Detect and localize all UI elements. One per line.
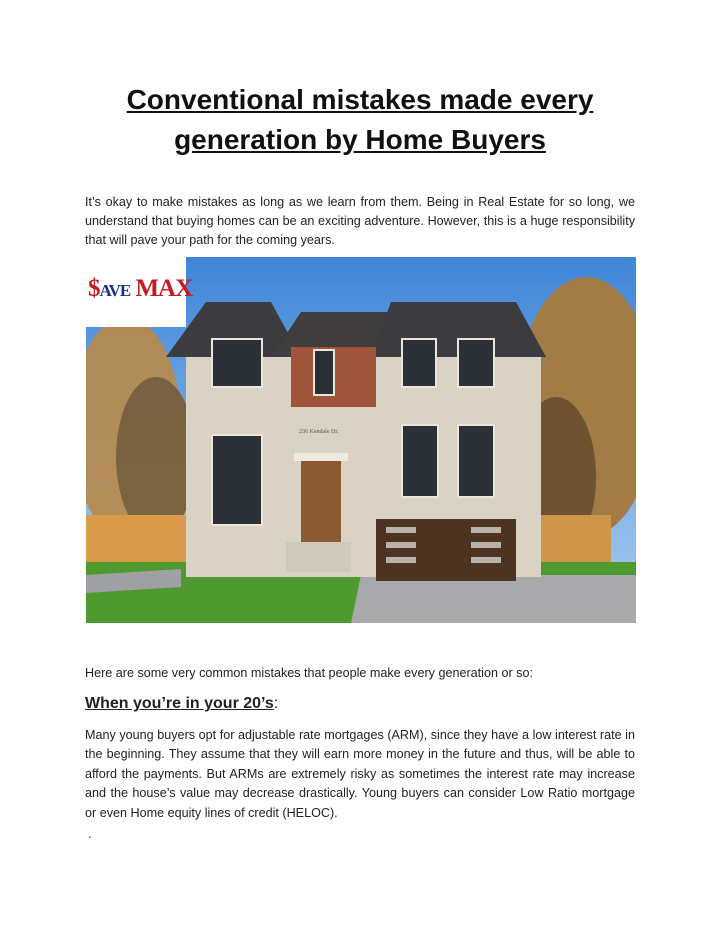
lead-line: Here are some very common mistakes that people make every generation or so: — [85, 666, 533, 680]
savemax-logo — [86, 257, 193, 327]
page-title: Conventional mistakes made every generation by Home Buyers — [126, 84, 594, 155]
fence-left — [86, 515, 186, 567]
section-body-paragraph: Many young buyers opt for adjustable rate mortgages (ARM), since they have a low interest rate in the beginning. They assume that they will earn more money in the future and thus, will be able to afford the payments. But ARMs are extremely risky as sometimes the interest rate may increase and the house’s value may decrease drastically. Young buyers can consider Low Ratio mortgage or even Home equity lines of credit (HELOC). — [85, 728, 635, 820]
front-steps — [286, 542, 351, 572]
house-photo — [86, 257, 636, 623]
house-number-sign: 236 Kendale Dr. — [299, 429, 339, 435]
front-door — [301, 457, 341, 542]
section-heading — [85, 695, 278, 713]
logo-dollar-mark: $ — [88, 275, 100, 302]
intro-paragraph: It’s okay to make mistakes as long as we learn from them. Being in Real Estate for so long, we understand that buying homes can be an exciting adventure. However, this is a huge responsibility that will pave your path for the coming years. — [85, 195, 635, 247]
driveway — [351, 575, 636, 623]
section-heading-text: When you’re in your 20’s — [85, 695, 274, 712]
fence-right — [536, 515, 611, 567]
logo-word-ave: AVE — [99, 281, 131, 300]
logo-word-max: MAX — [135, 275, 193, 302]
section-heading-colon: : — [273, 695, 279, 712]
trailing-mark: . — [88, 826, 92, 841]
